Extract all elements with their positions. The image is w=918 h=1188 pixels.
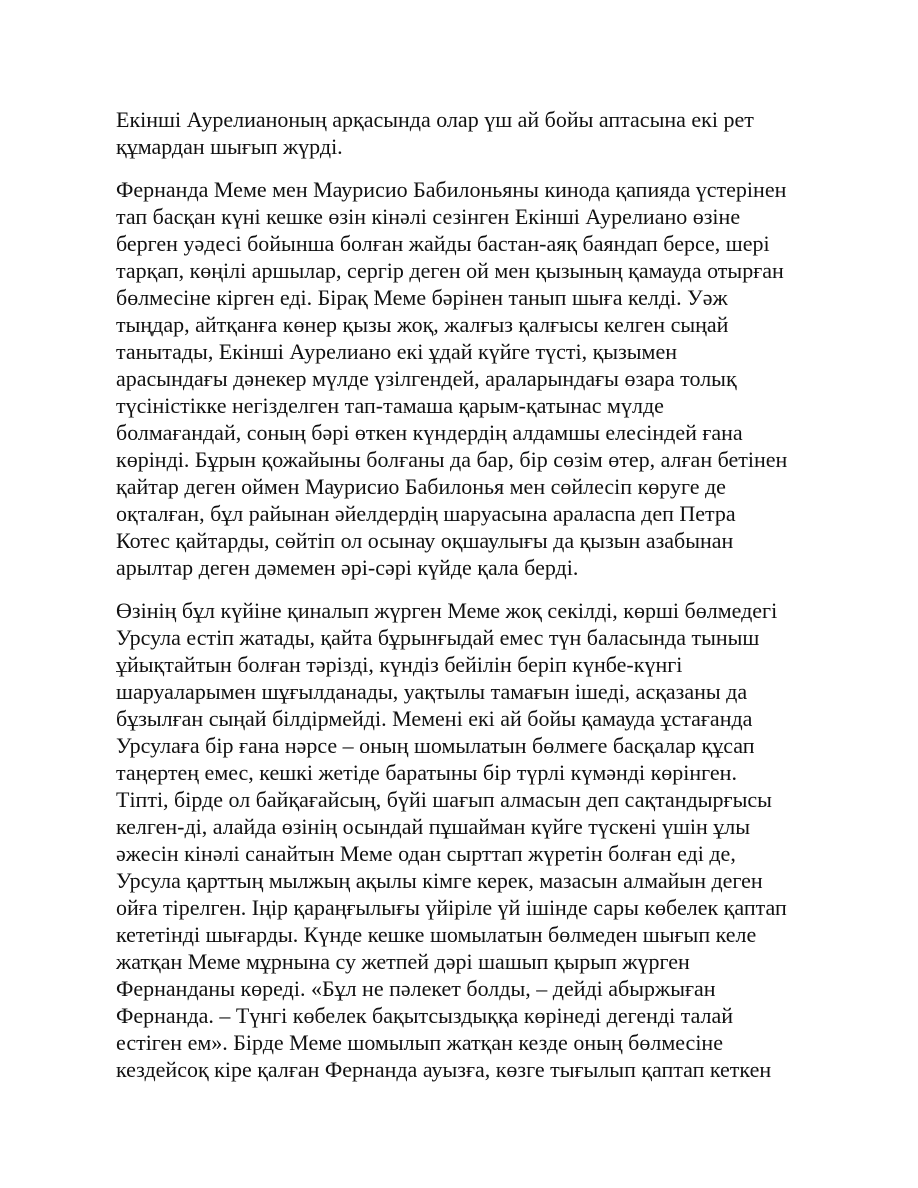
- text-line: Фернанда Меме мен Маурисио Бабилоньяны кинода қапияда үстерінен: [116, 177, 787, 202]
- text-line: болмағандай, соның бәрі өткен күндердің алдамшы елесіндей ғана: [116, 420, 743, 445]
- text-line: берген уәдесі бойынша болған жайды бастан-аяқ баяндап берсе, шері: [116, 231, 770, 256]
- text-line: тыңдар, айтқанға көнер қызы жоқ, жалғыз қалғысы келген сыңай: [116, 312, 729, 337]
- text-line: танытады, Екінші Аурелиано екі ұдай күйге түсті, қызымен: [116, 339, 677, 364]
- paragraph-1: [116, 106, 816, 160]
- text-line: ойға тірелген. Іңір қараңғылығы үйіріле үй ішінде сары көбелек қаптап: [116, 895, 787, 920]
- text-line: Өзінің бұл күйіне қиналып жүрген Меме жоқ секілді, көрші бөлмедегі: [116, 598, 778, 623]
- text-line: тарқап, көңілі аршылар, сергір деген ой мен қызының қамауда отырған: [116, 258, 784, 283]
- text-line: құмардан шығып жүрді.: [116, 134, 343, 159]
- text-line: естіген ем». Бірде Меме шомылып жатқан кезде оның бөлмесіне: [116, 1030, 723, 1055]
- text-line: кететінді шығарды. Күнде кешке шомылатын бөлмеден шығып келе: [116, 922, 757, 947]
- text-line: арылтар деген дәмемен әрі-сәрі күйде қала берді.: [116, 555, 579, 580]
- text-line: бұзылған сыңай білдірмейді. Мемені екі ай бойы қамауда ұстағанда: [116, 706, 753, 731]
- text-line: Фернанданы көреді. «Бұл не пәлекет болды, – дейді абыржыған: [116, 976, 716, 1001]
- body-text: [116, 106, 816, 1099]
- text-line: кездейсоқ кіре қалған Фернанда ауызға, көзге тығылып қаптап кеткен: [116, 1057, 772, 1082]
- text-line: Фернанда. – Түнгі көбелек бақытсыздыққа көрінеді дегенді талай: [116, 1003, 734, 1028]
- text-line: түсіністікке негізделген тап-тамаша қарым-қатынас мүлде: [116, 393, 664, 418]
- text-line: Урсула естіп жатады, қайта бұрынғыдай емес түн баласында тыныш: [116, 625, 760, 650]
- text-line: бөлмесіне кірген еді. Бірақ Меме бәрінен танып шыға келді. Уәж: [116, 285, 728, 310]
- text-line: тап басқан күні кешке өзін кінәлі сезінген Екінші Аурелиано өзіне: [116, 204, 741, 229]
- text-line: ұйықтайтын болған тәрізді, күндіз бейілін беріп күнбе-күнгі: [116, 652, 683, 677]
- text-line: Тіпті, бірде ол байқағайсың, бүйі шағып алмасын деп сақтандырғысы: [116, 787, 772, 812]
- paragraph-3: [116, 597, 816, 1083]
- text-line: арасындағы дәнекер мүлде үзілгендей, араларындағы өзара толық: [116, 366, 737, 391]
- text-line: жатқан Меме мұрнына су жетпей дәрі шашып қырып жүрген: [116, 949, 690, 974]
- text-line: Урсулаға бір ғана нәрсе – оның шомылатын бөлмеге басқалар құсап: [116, 733, 755, 758]
- text-line: таңертең емес, кешкі жетіде баратыны бір түрлі күмәнді көрінген.: [116, 760, 737, 785]
- text-line: әжесін кінәлі санайтын Меме одан сырттап жүретін болған еді де,: [116, 841, 736, 866]
- paragraph-2: [116, 176, 816, 581]
- text-line: көрінді. Бұрын қожайыны болғаны да бар, бір сөзім өтер, алған бетінен: [116, 447, 788, 472]
- text-line: шаруаларымен шұғылданады, уақтылы тамағын ішеді, асқазаны да: [116, 679, 748, 704]
- text-line: келген-ді, алайда өзінің осындай пұшайман күйге түскені үшін ұлы: [116, 814, 751, 839]
- text-line: Екінші Аурелианоның арқасында олар үш ай бойы аптасына екі рет: [116, 107, 754, 132]
- text-line: оқталған, бұл райынан әйелдердің шаруасына араласпа деп Петра: [116, 501, 736, 526]
- text-line: Котес қайтарды, сөйтіп ол осынау оқшаулығы да қызын азабынан: [116, 528, 734, 553]
- text-line: қайтар деген оймен Маурисио Бабилонья мен сөйлесіп көруге де: [116, 474, 726, 499]
- text-line: Урсула қарттың мылжың ақылы кімге керек, мазасын алмайын деген: [116, 868, 763, 893]
